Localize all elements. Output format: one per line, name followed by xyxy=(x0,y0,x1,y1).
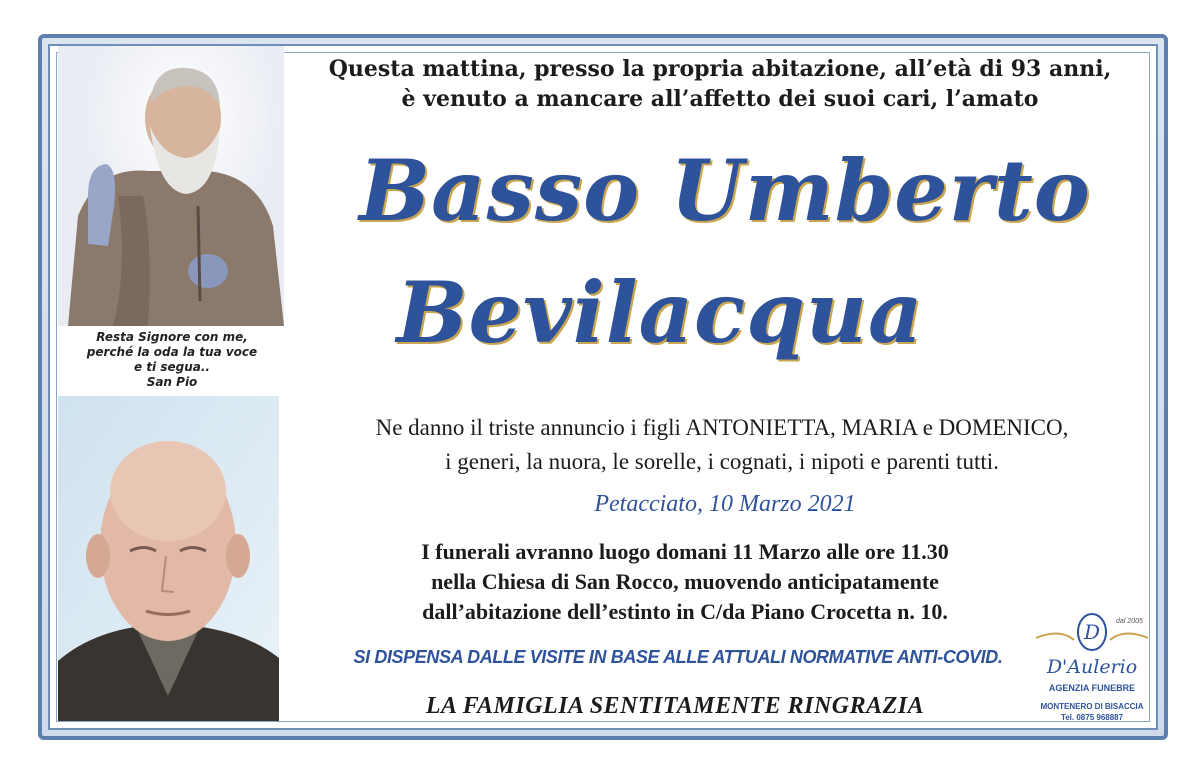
prayer-author: San Pio xyxy=(146,375,198,389)
announcement-line: i generi, la nuora, le sorelle, i cognati, i nipoti e parenti tutti. xyxy=(445,449,999,474)
family-thanks: LA FAMIGLIA SENTITAMENTE RINGRAZIA xyxy=(425,693,925,719)
agency-subtitle: AGENZIA FUNEBRE xyxy=(1048,683,1136,693)
prayer-line: e ti segua.. xyxy=(134,360,210,374)
place-and-date: Petacciato, 10 Marzo 2021 xyxy=(594,491,856,517)
prayer-line: Resta Signore con me, xyxy=(96,330,248,344)
funeral-details xyxy=(290,537,1080,627)
deceased-name-first-line: Basso Umberto xyxy=(359,141,1091,240)
deceased-name-second-line: Bevilacqua xyxy=(396,263,924,362)
agency-name: D'Aulerio xyxy=(1046,656,1138,678)
family-announcement xyxy=(292,411,1152,479)
agency-phone: Tel. 0875 968887 xyxy=(1060,713,1124,722)
funeral-line: dall’abitazione dell’estinto in C/da Piano Crocetta n. 10. xyxy=(422,599,948,624)
deceased-portrait xyxy=(58,396,279,721)
covid-notice: SI DISPENSA DALLE VISITE IN BASE ALLE ATTUALI NORMATIVE ANTI-COVID. xyxy=(353,647,1003,667)
announcement-line: Ne danno il triste annuncio i figli ANTONIETTA, MARIA e DOMENICO, xyxy=(375,415,1069,440)
funeral-line: nella Chiesa di San Rocco, muovendo anticipatamente xyxy=(431,569,939,594)
prayer-line: perché la oda la tua voce xyxy=(86,345,258,359)
agency-since: dal 2005 xyxy=(1116,618,1143,625)
prayer-text xyxy=(54,330,290,390)
agency-monogram-icon xyxy=(1030,608,1154,660)
intro-line: Questa mattina, presso la propria abitazione, all’età di 93 anni, xyxy=(328,56,1112,82)
monogram-letter: D xyxy=(1083,620,1101,644)
agency-city: MONTENERO DI BISACCIA xyxy=(1040,702,1144,711)
funeral-line: I funerali avranno luogo domani 11 Marzo alle ore 11.30 xyxy=(421,539,949,564)
saint-image xyxy=(58,46,284,326)
funeral-agency-logo xyxy=(1030,608,1154,728)
intro-line: è venuto a mancare all’affetto dei suoi cari, l’amato xyxy=(401,86,1039,112)
intro-text xyxy=(290,54,1150,114)
